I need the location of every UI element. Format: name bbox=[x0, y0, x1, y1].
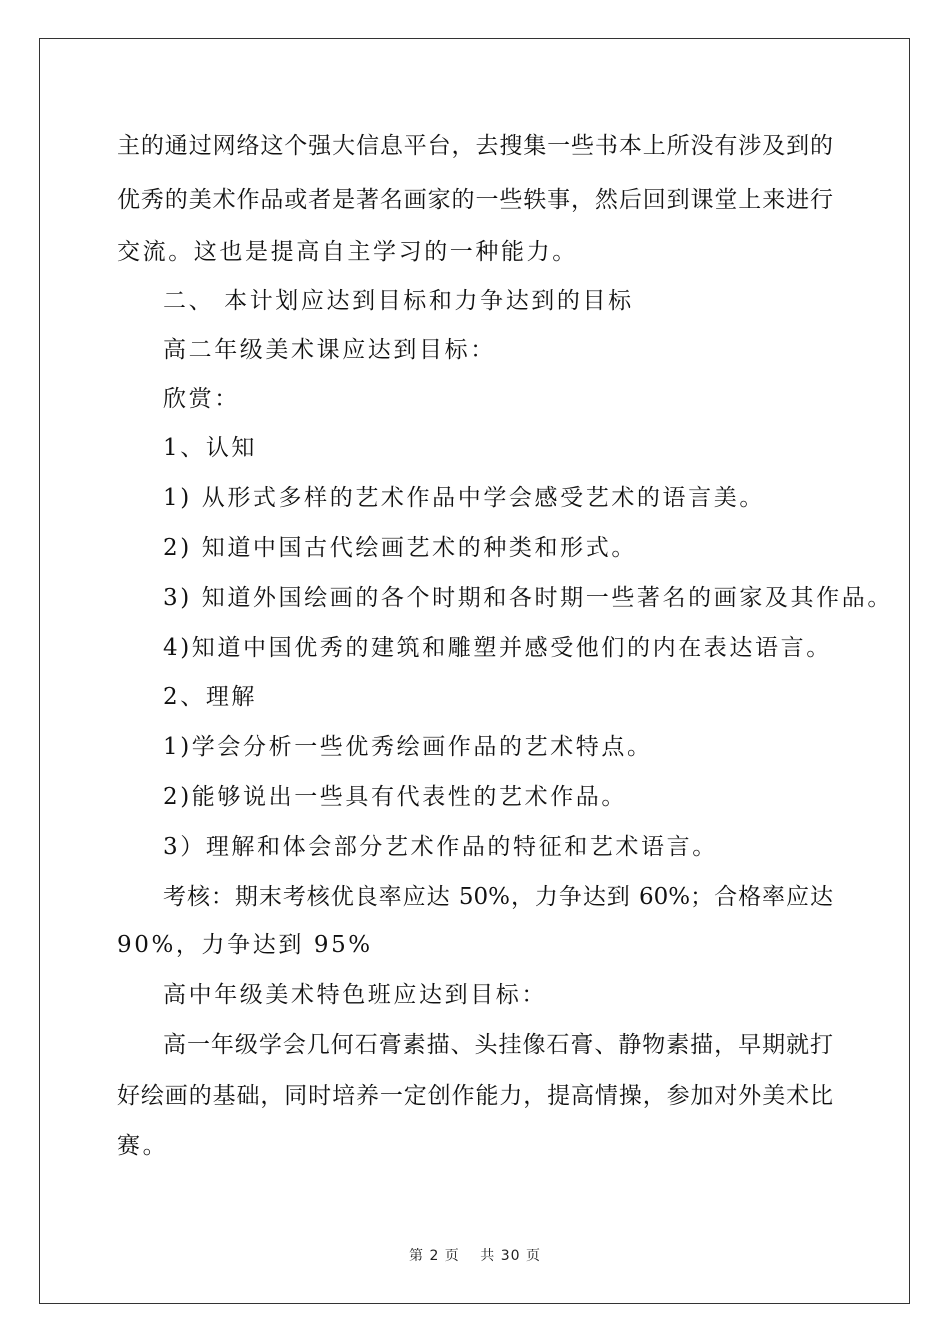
list-item: 2) 知道中国古代绘画艺术的种类和形式。 bbox=[163, 535, 637, 561]
page-border bbox=[39, 38, 910, 1304]
paragraph-line: 好绘画的基础，同时培养一定创作能力，提高情操，参加对外美术比 bbox=[117, 1083, 833, 1109]
paragraph-line: 赛。 bbox=[117, 1133, 169, 1159]
paragraph-line: 高一年级学会几何石膏素描、头挂像石膏、静物素描，早期就打 bbox=[163, 1032, 833, 1058]
list-item: 3）理解和体会部分艺术作品的特征和艺术语言。 bbox=[163, 834, 718, 860]
paragraph-line: 交流。这也是提高自主学习的一种能力。 bbox=[117, 239, 578, 265]
paragraph-line: 90%，力争达到 95% bbox=[117, 932, 373, 958]
paragraph-line: 优秀的美术作品或者是著名画家的一些轶事，然后回到课堂上来进行 bbox=[117, 187, 833, 213]
list-item: 2)能够说出一些具有代表性的艺术作品。 bbox=[163, 784, 628, 810]
list-item: 4)知道中国优秀的建筑和雕塑并感受他们的内在表达语言。 bbox=[163, 635, 832, 661]
subheading: 高中年级美术特色班应达到目标： bbox=[163, 982, 547, 1008]
list-item: 3) 知道外国绘画的各个时期和各时期一些著名的画家及其作品。 bbox=[163, 585, 893, 611]
subheading: 2、理解 bbox=[163, 684, 258, 710]
section-heading: 二、 本计划应达到目标和力争达到的目标 bbox=[163, 288, 634, 314]
subheading: 欣赏： bbox=[163, 386, 240, 412]
subheading: 高二年级美术课应达到目标： bbox=[163, 337, 496, 363]
list-item: 1) 从形式多样的艺术作品中学会感受艺术的语言美。 bbox=[163, 485, 765, 511]
list-item: 1)学会分析一些优秀绘画作品的艺术特点。 bbox=[163, 734, 653, 760]
paragraph-line: 考核：期末考核优良率应达 50%，力争达到 60%；合格率应达 bbox=[163, 884, 833, 910]
page-number: 第 2 页 共 30 页 bbox=[409, 1248, 541, 1264]
subheading: 1、认知 bbox=[163, 435, 258, 461]
paragraph-line: 主的通过网络这个强大信息平台，去搜集一些书本上所没有涉及到的 bbox=[117, 133, 833, 159]
